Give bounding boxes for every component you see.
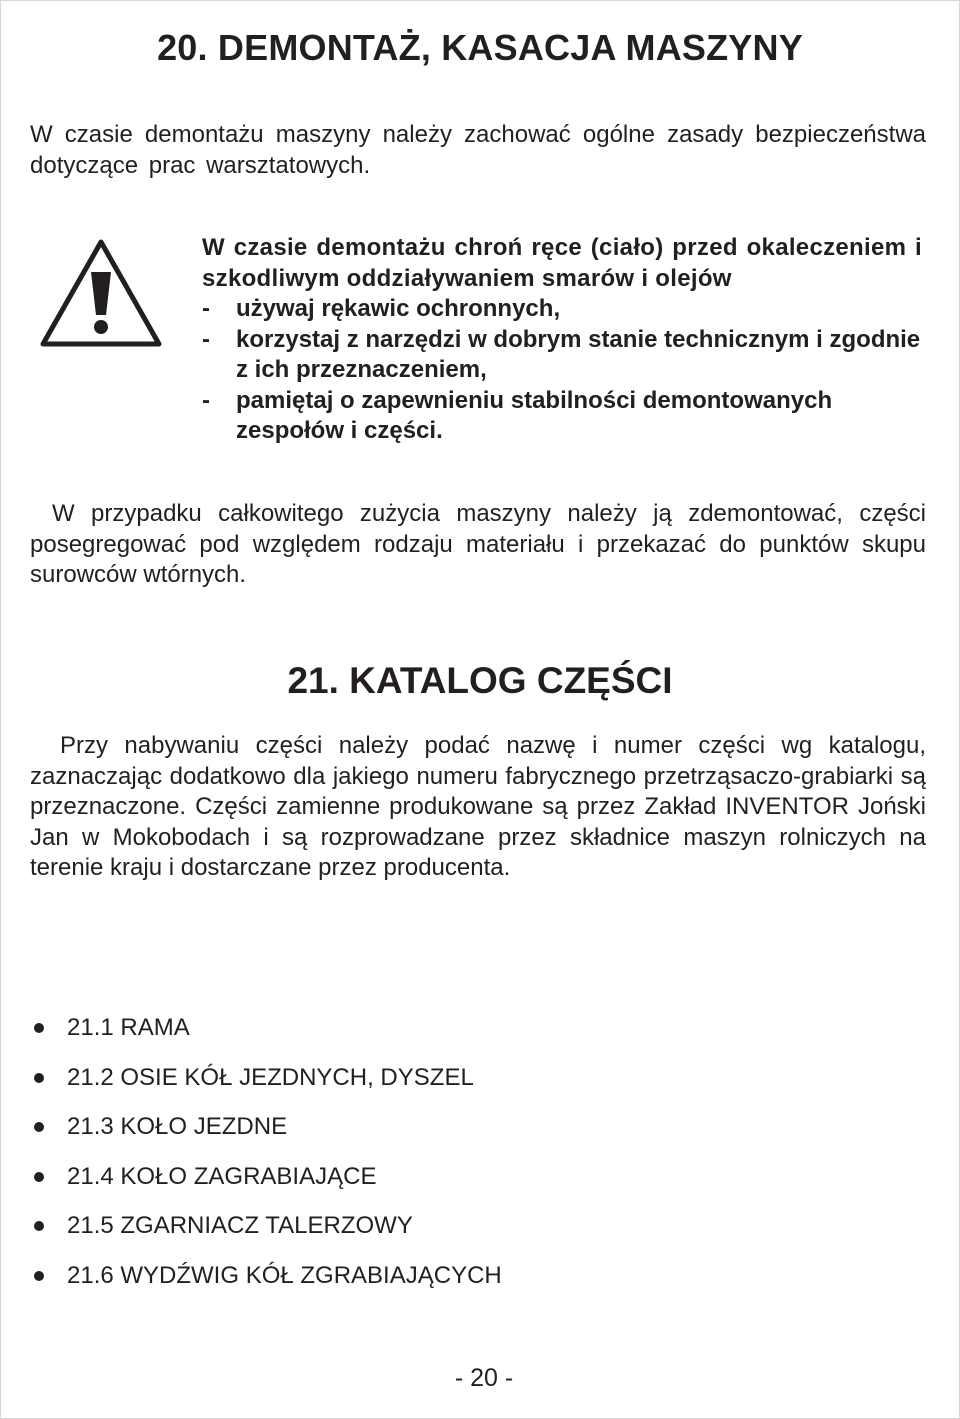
- warning-block: [202, 233, 922, 447]
- bullet-icon: [34, 1271, 44, 1281]
- warning-item: [202, 294, 922, 325]
- catalog-list-item: [30, 1210, 502, 1260]
- catalog-list-item: [30, 1012, 502, 1062]
- warning-item: [202, 325, 922, 386]
- bullet-icon: [34, 1172, 44, 1182]
- disposal-paragraph: [30, 499, 926, 591]
- catalog-item-label: 21.2 OSIE KÓŁ JEZDNYCH, DYSZEL: [67, 1063, 474, 1091]
- catalog-list-item: [30, 1111, 502, 1161]
- warning-triangle-exclamation-icon: [40, 238, 162, 348]
- bullet-icon: [34, 1122, 44, 1132]
- bullet-icon: [34, 1023, 44, 1033]
- warning-item: [202, 386, 922, 447]
- warning-lead-text: W czasie demontażu chroń ręce (ciało) przed okaleczeniem i szkodliwym oddziaływaniem smarów i olejów: [202, 234, 922, 292]
- catalog-item-label: 21.5 ZGARNIACZ TALERZOWY: [67, 1212, 413, 1240]
- page-number: - 20 -: [454, 1364, 514, 1392]
- bullet-icon: [34, 1221, 44, 1231]
- bullet-icon: [34, 1073, 44, 1083]
- catalog-text: Przy nabywaniu części należy podać nazwę i numer części wg katalogu, zaznaczając dodatkowo dla jakiego numeru fabrycznego przetrząsaczo-grabiarki są przeznaczone. Części zamienne produkowane są przez Zakład INVENTOR Joński Jan w Mokobodach i są rozprowadzane przez składnice maszyn rolniczych na terenie kraju i dostarczane przez producenta.: [30, 732, 926, 881]
- catalog-paragraph: [30, 731, 926, 884]
- catalog-item-label: 21.4 KOŁO ZAGRABIAJĄCE: [67, 1162, 377, 1190]
- catalog-item-label: 21.1 RAMA: [67, 1014, 190, 1041]
- catalog-list-item: [30, 1260, 502, 1310]
- parts-catalog-list: [30, 1012, 502, 1310]
- dash-marker: -: [202, 325, 210, 353]
- dash-marker: -: [202, 295, 210, 322]
- intro-paragraph: W czasie demontażu maszyny należy zachować ogólne zasady bezpieczeństwa dotyczące prac warsztatowych.: [30, 121, 926, 179]
- section-20-title: 20. DEMONTAŻ, KASACJA MASZYNY: [157, 27, 803, 68]
- catalog-list-item: [30, 1161, 502, 1211]
- disposal-text: W przypadku całkowitego zużycia maszyny należy ją zdemontować, części posegregować pod względem rodzaju materiału i przekazać do punktów skupu surowców wtórnych.: [30, 500, 926, 588]
- section-21-title: 21. KATALOG CZĘŚCI: [287, 660, 673, 701]
- warning-item-text: korzystaj z narzędzi w dobrym stanie technicznym i zgodnie z ich przeznaczeniem,: [236, 325, 921, 383]
- warning-item-text: pamiętaj o zapewnieniu stabilności demontowanych zespołów i części.: [236, 386, 833, 444]
- catalog-item-label: 21.6 WYDŹWIG KÓŁ ZGRABIAJĄCYCH: [67, 1261, 502, 1289]
- warning-item-text: używaj rękawic ochronnych,: [236, 295, 561, 322]
- catalog-list-item: [30, 1062, 502, 1112]
- catalog-item-label: 21.3 KOŁO JEZDNE: [67, 1113, 288, 1141]
- dash-marker: -: [202, 386, 210, 414]
- warning-list: [202, 294, 922, 447]
